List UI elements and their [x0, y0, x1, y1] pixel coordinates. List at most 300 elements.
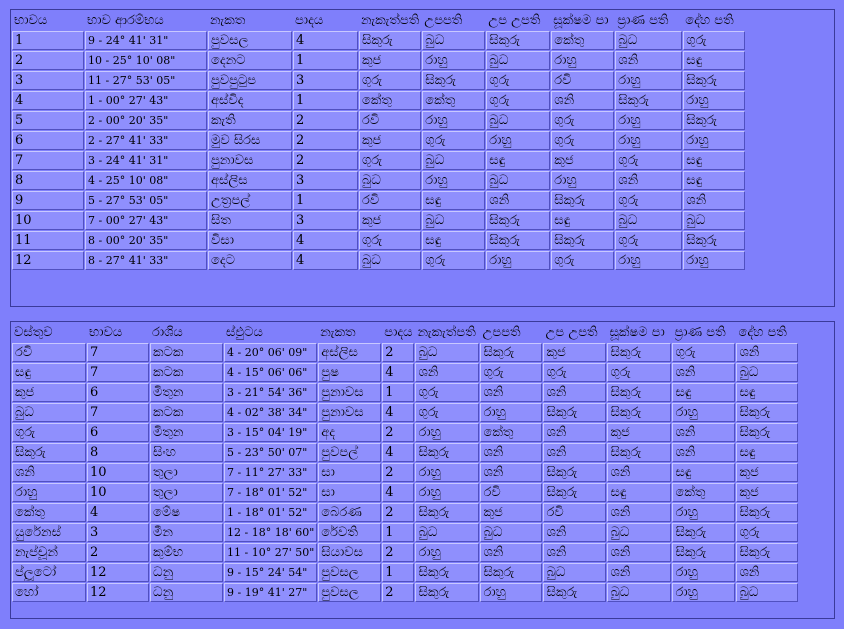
houses-table-cell: රාහු: [486, 131, 550, 150]
houses-table-cell: සඳු: [683, 171, 745, 190]
planets-table-cell: මේෂ: [150, 503, 223, 522]
planets-table-cell: 1: [382, 563, 414, 582]
houses-table-cell: 1: [12, 31, 84, 50]
houses-table: [11, 10, 746, 271]
houses-table-cell: සිකුරු: [615, 91, 682, 110]
planets-table-cell: පුෂ: [318, 363, 381, 382]
planets-column-header: නැකත: [320, 325, 356, 340]
planets-table-cell: 3 - 15° 04' 19": [224, 423, 317, 442]
planets-table-row: [12, 483, 798, 502]
planets-table-cell: 2: [382, 463, 414, 482]
houses-table-cell: පුවපුටුප: [208, 71, 292, 90]
planets-table-cell: 6: [87, 423, 149, 442]
planets-table-cell: සිකුරු: [607, 383, 671, 402]
houses-column-header: භාව ආරම්භය: [87, 13, 164, 28]
houses-table-cell: කුජ: [551, 151, 614, 170]
planets-table-cell: කුම්භ: [150, 543, 223, 562]
planets-table-cell: 5 - 23° 50' 07": [224, 443, 317, 462]
houses-table-cell: රාහු: [683, 131, 745, 150]
houses-column-header: සූක්ෂම පා: [553, 13, 609, 28]
planets-table-cell: 4: [382, 443, 414, 462]
houses-table-cell: 2: [293, 111, 358, 130]
houses-table-cell: කැති: [208, 111, 292, 130]
planets-table-cell: රාහු: [415, 543, 479, 562]
houses-table-cell: බුධ: [486, 111, 550, 130]
planets-table-cell: 2: [382, 343, 414, 362]
houses-column-header: ප්‍රාණ පති: [617, 13, 669, 28]
houses-table-cell: ගුරු: [486, 91, 550, 110]
planets-table-cell: තුලා: [150, 483, 223, 502]
houses-table-cell: ගුරු: [551, 131, 614, 150]
houses-column-header: උපපති: [424, 13, 463, 28]
houses-table-cell: ගුරු: [422, 131, 485, 150]
planets-table-cell: සිකුරු: [736, 423, 798, 442]
houses-column-header: නැකත: [210, 13, 246, 28]
planets-table-cell: කුජ: [543, 343, 606, 362]
houses-table-cell: ශනි: [683, 191, 745, 210]
houses-table-cell: රාහු: [422, 111, 485, 130]
planets-table-cell: 4: [382, 483, 414, 502]
planets-table-cell: ප්ලූටෝ: [12, 563, 86, 582]
planets-table-cell: 2: [382, 543, 414, 562]
planets-table-cell: 7: [87, 403, 149, 422]
planets-table-cell: ධනු: [150, 583, 223, 602]
planets-table-cell: 1: [382, 523, 414, 542]
planets-table-cell: ශනි: [607, 563, 671, 582]
planets-table-cell: ශනි: [480, 543, 542, 562]
houses-table-cell: සිකුරු: [486, 231, 550, 250]
planets-table-cell: ගුරු: [672, 343, 735, 362]
planets-table-cell: බුධ: [415, 523, 479, 542]
houses-table-cell: අස්විද: [208, 91, 292, 110]
houses-table-cell: කේතු: [551, 31, 614, 50]
planets-table-cell: රාහු: [415, 423, 479, 442]
planets-table-cell: රාහු: [415, 483, 479, 502]
houses-table-row: [12, 191, 745, 210]
planets-table-cell: සිකුරු: [672, 543, 735, 562]
planets-table-cell: ශනි: [543, 383, 606, 402]
planets-table-cell: සිංහ: [150, 443, 223, 462]
houses-table-cell: පුනාවස: [208, 151, 292, 170]
planets-table-cell: සිකුරු: [607, 403, 671, 422]
houses-table-cell: උත්‍රපල්: [208, 191, 292, 210]
planets-header-row: [12, 323, 798, 342]
planets-table-cell: 10: [87, 463, 149, 482]
planets-table-cell: 1: [382, 383, 414, 402]
houses-table-cell: 1: [293, 51, 358, 70]
houses-table-cell: 8 - 27° 41' 33": [85, 251, 207, 270]
houses-table-cell: 6: [12, 131, 84, 150]
houses-table-cell: 10 - 25° 10' 08": [85, 51, 207, 70]
planets-table-cell: ශනි: [543, 423, 606, 442]
houses-table-cell: 9 - 24° 41' 31": [85, 31, 207, 50]
planets-column-header: භාවය: [89, 325, 123, 340]
houses-table-cell: 3: [293, 211, 358, 230]
houses-table-cell: ශනි: [615, 171, 682, 190]
houses-table-cell: 11: [12, 231, 84, 250]
planets-table-cell: 12: [87, 563, 149, 582]
houses-table-cell: ගුරු: [615, 191, 682, 210]
planets-table-cell: රාහු: [672, 403, 735, 422]
planets-table-cell: සිකුරු: [543, 483, 606, 502]
planets-table-cell: රාහු: [672, 583, 735, 602]
planets-table-cell: 7 - 11° 27' 33": [224, 463, 317, 482]
planets-table-cell: ගුරු: [12, 423, 86, 442]
houses-table-row: [12, 31, 745, 50]
planets-table-cell: ශනි: [480, 463, 542, 482]
houses-column-header: දේහ පති: [685, 13, 734, 28]
houses-table-cell: 3: [293, 171, 358, 190]
planets-table-cell: 2: [87, 543, 149, 562]
planets-table-cell: සඳු: [607, 483, 671, 502]
planets-table-cell: ශනි: [543, 543, 606, 562]
planets-table-cell: බුධ: [736, 363, 798, 382]
houses-table-cell: රාහු: [615, 251, 682, 270]
houses-table-cell: 12: [12, 251, 84, 270]
planets-table-cell: 7: [87, 343, 149, 362]
planets-table-cell: රේවති: [318, 523, 381, 542]
planets-table-cell: මීන: [150, 523, 223, 542]
planets-table-cell: කුජ: [12, 383, 86, 402]
planets-table-cell: පුවපල්: [318, 443, 381, 462]
planets-table-row: [12, 503, 798, 522]
houses-table-cell: කුජ: [359, 51, 421, 70]
houses-table-row: [12, 171, 745, 190]
planets-table-cell: තුලා: [150, 463, 223, 482]
planets-table-cell: බුධ: [480, 523, 542, 542]
planets-table-cell: රවි: [480, 483, 542, 502]
planets-table-cell: ගුරු: [415, 383, 479, 402]
planets-table-cell: පුනාවස: [318, 383, 381, 402]
planets-table-cell: අස්ලිස: [318, 343, 381, 362]
planets-table-cell: නැප්චූන්: [12, 543, 86, 562]
planets-table-cell: යුරේනස්: [12, 523, 86, 542]
houses-table-cell: බුධ: [359, 171, 421, 190]
houses-table-cell: 11 - 27° 53' 05": [85, 71, 207, 90]
planets-table-row: [12, 543, 798, 562]
planets-column-header: ප්‍රාණ පති: [674, 325, 726, 340]
houses-table-cell: රවි: [359, 111, 421, 130]
planets-table-row: [12, 463, 798, 482]
planets-column-header: පාදය: [384, 325, 413, 340]
planets-table-cell: ශනි: [543, 443, 606, 462]
planets-table-cell: ධනු: [150, 563, 223, 582]
planets-table-cell: 11 - 10° 27' 50": [224, 543, 317, 562]
houses-table-cell: බුධ: [359, 251, 421, 270]
houses-table-cell: සඳු: [683, 151, 745, 170]
houses-table-cell: බුධ: [615, 31, 682, 50]
planets-table-cell: කටක: [150, 363, 223, 382]
houses-table-cell: ගුරු: [422, 251, 485, 270]
planets-table-cell: රාහු: [672, 503, 735, 522]
planets-table-cell: රවි: [12, 343, 86, 362]
houses-table-cell: ශනි: [615, 51, 682, 70]
houses-header-row: [12, 11, 745, 30]
houses-table-cell: 8 - 00° 20' 35": [85, 231, 207, 250]
planets-table: [11, 322, 799, 603]
planets-table-cell: සිකුරු: [672, 523, 735, 542]
houses-table-cell: මුව සිරස: [208, 131, 292, 150]
houses-table-cell: බුධ: [422, 31, 485, 50]
planets-table-row: [12, 423, 798, 442]
houses-table-cell: ශනි: [551, 91, 614, 110]
houses-table-cell: රාහු: [486, 251, 550, 270]
houses-table-cell: බුධ: [422, 151, 485, 170]
houses-table-cell: බුධ: [683, 211, 745, 230]
houses-table-cell: සිකුරු: [551, 191, 614, 210]
planets-table-cell: 2: [382, 503, 414, 522]
houses-table-cell: දෙට: [208, 251, 292, 270]
planets-table-cell: ශනි: [607, 543, 671, 562]
planets-table-cell: 12: [87, 583, 149, 602]
planets-column-header: උපපති: [482, 325, 521, 340]
houses-table-cell: රාහු: [551, 51, 614, 70]
houses-table-cell: සඳු: [551, 211, 614, 230]
houses-table-cell: 4 - 25° 10' 08": [85, 171, 207, 190]
houses-table-cell: සිත: [208, 211, 292, 230]
houses-table-cell: 3 - 24° 41' 31": [85, 151, 207, 170]
planets-table-cell: 4 - 15° 06' 06": [224, 363, 317, 382]
planets-table-cell: ශනි: [736, 343, 798, 362]
planets-column-header: වස්තුව: [14, 325, 53, 340]
houses-table-row: [12, 51, 745, 70]
houses-column-header: නැකැත්පති: [361, 13, 420, 28]
houses-table-cell: 3: [12, 71, 84, 90]
houses-table-cell: රවි: [359, 191, 421, 210]
houses-table-cell: 7 - 00° 27' 43": [85, 211, 207, 230]
planets-table-cell: 12 - 18° 18' 60": [224, 523, 317, 542]
planets-table-cell: ශනි: [736, 563, 798, 582]
planets-table-cell: ශනි: [607, 503, 671, 522]
houses-table-cell: 5 - 27° 53' 05": [85, 191, 207, 210]
houses-table-cell: ගුරු: [486, 71, 550, 90]
houses-table-cell: 1: [293, 191, 358, 210]
houses-table-cell: ගුරු: [615, 151, 682, 170]
houses-table-cell: 1 - 00° 27' 43": [85, 91, 207, 110]
planets-table-cell: සිකුරු: [480, 563, 542, 582]
planets-table-cell: රාහු: [415, 463, 479, 482]
houses-table-cell: 5: [12, 111, 84, 130]
planets-column-header: උප උපති: [545, 325, 598, 340]
houses-table-cell: 2: [293, 151, 358, 170]
planets-table-cell: කුජ: [736, 483, 798, 502]
planets-table-cell: ගුරු: [736, 523, 798, 542]
houses-table-cell: සඳු: [422, 231, 485, 250]
planets-table-cell: පුවසල: [318, 583, 381, 602]
houses-table-cell: බුධ: [486, 51, 550, 70]
planets-table-cell: රාහු: [12, 483, 86, 502]
planets-table-cell: ශනි: [672, 363, 735, 382]
houses-table-row: [12, 91, 745, 110]
houses-table-cell: රාහු: [422, 51, 485, 70]
houses-table-cell: පුවසල: [208, 31, 292, 50]
houses-table-cell: සඳු: [683, 51, 745, 70]
planets-table-cell: ශනි: [12, 463, 86, 482]
houses-table-row: [12, 211, 745, 230]
houses-table-cell: බුධ: [422, 211, 485, 230]
houses-table-cell: සඳු: [486, 151, 550, 170]
planets-table-cell: 4: [382, 363, 414, 382]
houses-column-header: භාවය: [14, 13, 48, 28]
houses-table-row: [12, 231, 745, 250]
planets-table-cell: 4 - 02° 38' 34": [224, 403, 317, 422]
houses-table-row: [12, 251, 745, 270]
planets-table-cell: 6: [87, 383, 149, 402]
houses-table-cell: 4: [293, 231, 358, 250]
planets-table-row: [12, 523, 798, 542]
planets-table-cell: 9 - 19° 41' 27": [224, 583, 317, 602]
planets-table-cell: 2: [382, 423, 414, 442]
planets-column-header: ස්ඵුටය: [226, 325, 263, 340]
planets-table-cell: හෝ: [12, 583, 86, 602]
planets-table-cell: 7: [87, 363, 149, 382]
planets-table-cell: ගුරු: [415, 403, 479, 422]
houses-table-cell: ගුරු: [551, 111, 614, 130]
houses-table-cell: සිකුරු: [359, 31, 421, 50]
planets-table-cell: ශනි: [672, 423, 735, 442]
houses-table-cell: රාහු: [615, 71, 682, 90]
planets-table-cell: සිකුරු: [736, 403, 798, 422]
planets-table-row: [12, 403, 798, 422]
houses-table-cell: 8: [12, 171, 84, 190]
houses-table-cell: රාහු: [615, 111, 682, 130]
planets-table-cell: සිකුරු: [415, 563, 479, 582]
planets-table-cell: රවි: [543, 503, 606, 522]
houses-table-cell: ගුරු: [683, 31, 745, 50]
houses-table-row: [12, 151, 745, 170]
planets-table-cell: සියාවස: [318, 543, 381, 562]
houses-table-cell: ගුරු: [359, 151, 421, 170]
planets-table-cell: 10: [87, 483, 149, 502]
houses-table-cell: 3: [293, 71, 358, 90]
houses-table-cell: 2 - 27° 41' 33": [85, 131, 207, 150]
houses-table-cell: බුධ: [615, 211, 682, 230]
planets-table-cell: 4 - 20° 06' 09": [224, 343, 317, 362]
planets-table-cell: ශනි: [480, 443, 542, 462]
planets-table-cell: බුධ: [12, 403, 86, 422]
houses-table-cell: රාහු: [422, 171, 485, 190]
planets-panel: [10, 321, 835, 619]
houses-table-cell: සිකුරු: [486, 31, 550, 50]
houses-table-cell: ශනි: [486, 191, 550, 210]
houses-table-cell: 1: [293, 91, 358, 110]
planets-table-cell: ශනි: [543, 523, 606, 542]
planets-table-cell: ශනි: [480, 383, 542, 402]
houses-table-cell: සිකුරු: [551, 231, 614, 250]
planets-table-cell: බුධ: [415, 343, 479, 362]
planets-table-cell: ශනි: [607, 463, 671, 482]
planets-table-row: [12, 343, 798, 362]
planets-table-cell: 1 - 18° 01' 52": [224, 503, 317, 522]
houses-table-cell: ගුරු: [551, 251, 614, 270]
planets-table-cell: පුවසල: [318, 563, 381, 582]
houses-table-row: [12, 111, 745, 130]
planets-table-cell: සිකුරු: [415, 443, 479, 462]
planets-table-cell: පුනාවස: [318, 403, 381, 422]
planets-table-row: [12, 563, 798, 582]
houses-table-cell: රාහු: [551, 171, 614, 190]
houses-table-cell: විසා: [208, 231, 292, 250]
planets-column-header: රාශිය: [152, 325, 183, 340]
planets-column-header: නැකැත්පති: [417, 325, 476, 340]
houses-table-cell: රවි: [551, 71, 614, 90]
planets-table-row: [12, 363, 798, 382]
planets-table-cell: සා: [318, 463, 381, 482]
planets-table-cell: බුධ: [607, 583, 671, 602]
planets-table-cell: සඳු: [736, 443, 798, 462]
houses-table-cell: 2: [293, 131, 358, 150]
planets-table-cell: සඳු: [736, 383, 798, 402]
houses-table-cell: 4: [293, 251, 358, 270]
planets-table-cell: සඳු: [12, 363, 86, 382]
houses-table-cell: සිකුරු: [683, 231, 745, 250]
planets-table-cell: කේතු: [480, 423, 542, 442]
planets-table-cell: 3 - 21° 54' 36": [224, 383, 317, 402]
planets-column-header: සූක්ෂම පා: [609, 325, 665, 340]
planets-table-cell: සිකුරු: [543, 403, 606, 422]
houses-table-cell: 7: [12, 151, 84, 170]
houses-table-cell: කුජ: [359, 211, 421, 230]
planets-table-cell: සිකුරු: [543, 463, 606, 482]
planets-table-cell: බෙරණ: [318, 503, 381, 522]
planets-table-cell: කටක: [150, 403, 223, 422]
houses-table-cell: අස්ලිස: [208, 171, 292, 190]
houses-table-cell: 2: [12, 51, 84, 70]
planets-table-cell: සිකුරු: [480, 343, 542, 362]
houses-table-cell: සිකුරු: [683, 71, 745, 90]
planets-table-cell: බුධ: [543, 563, 606, 582]
planets-table-cell: කේතු: [672, 483, 735, 502]
planets-table-cell: මිතුන: [150, 423, 223, 442]
houses-table-cell: දෙනට: [208, 51, 292, 70]
planets-table-cell: රාහු: [480, 583, 542, 602]
houses-table-cell: ගුරු: [615, 231, 682, 250]
planets-table-cell: සිකුරු: [12, 443, 86, 462]
planets-table-cell: සිකුරු: [607, 443, 671, 462]
houses-column-header: උප උපති: [488, 13, 541, 28]
planets-table-cell: සඳු: [672, 383, 735, 402]
houses-table-cell: සඳු: [422, 191, 485, 210]
planets-table-cell: සිකුරු: [607, 343, 671, 362]
houses-table-cell: 4: [293, 31, 358, 50]
houses-table-cell: රාහු: [615, 131, 682, 150]
planets-table-cell: 8: [87, 443, 149, 462]
houses-table-cell: 10: [12, 211, 84, 230]
planets-table-cell: කටක: [150, 343, 223, 362]
planets-table-body: [12, 343, 798, 602]
planets-table-cell: 2: [382, 583, 414, 602]
houses-table-body: [12, 31, 745, 270]
planets-table-cell: ශනි: [415, 363, 479, 382]
planets-table-cell: ගුරු: [543, 363, 606, 382]
planets-table-cell: ගුරු: [480, 363, 542, 382]
planets-table-cell: 4: [382, 403, 414, 422]
planets-column-header: දේහ පති: [738, 325, 787, 340]
houses-table-cell: රාහු: [683, 251, 745, 270]
houses-table-row: [12, 131, 745, 150]
planets-table-cell: 3: [87, 523, 149, 542]
planets-table-cell: බුධ: [736, 583, 798, 602]
planets-table-cell: කුජ: [607, 423, 671, 442]
planets-table-cell: කේතු: [12, 503, 86, 522]
planets-table-cell: රාහු: [480, 403, 542, 422]
planets-table-cell: 7 - 18° 01' 52": [224, 483, 317, 502]
houses-panel: [10, 9, 835, 307]
planets-table-cell: බුධ: [607, 523, 671, 542]
planets-table-cell: කුජ: [480, 503, 542, 522]
planets-table-cell: සිකුරු: [415, 503, 479, 522]
planets-table-cell: කුජ: [736, 463, 798, 482]
